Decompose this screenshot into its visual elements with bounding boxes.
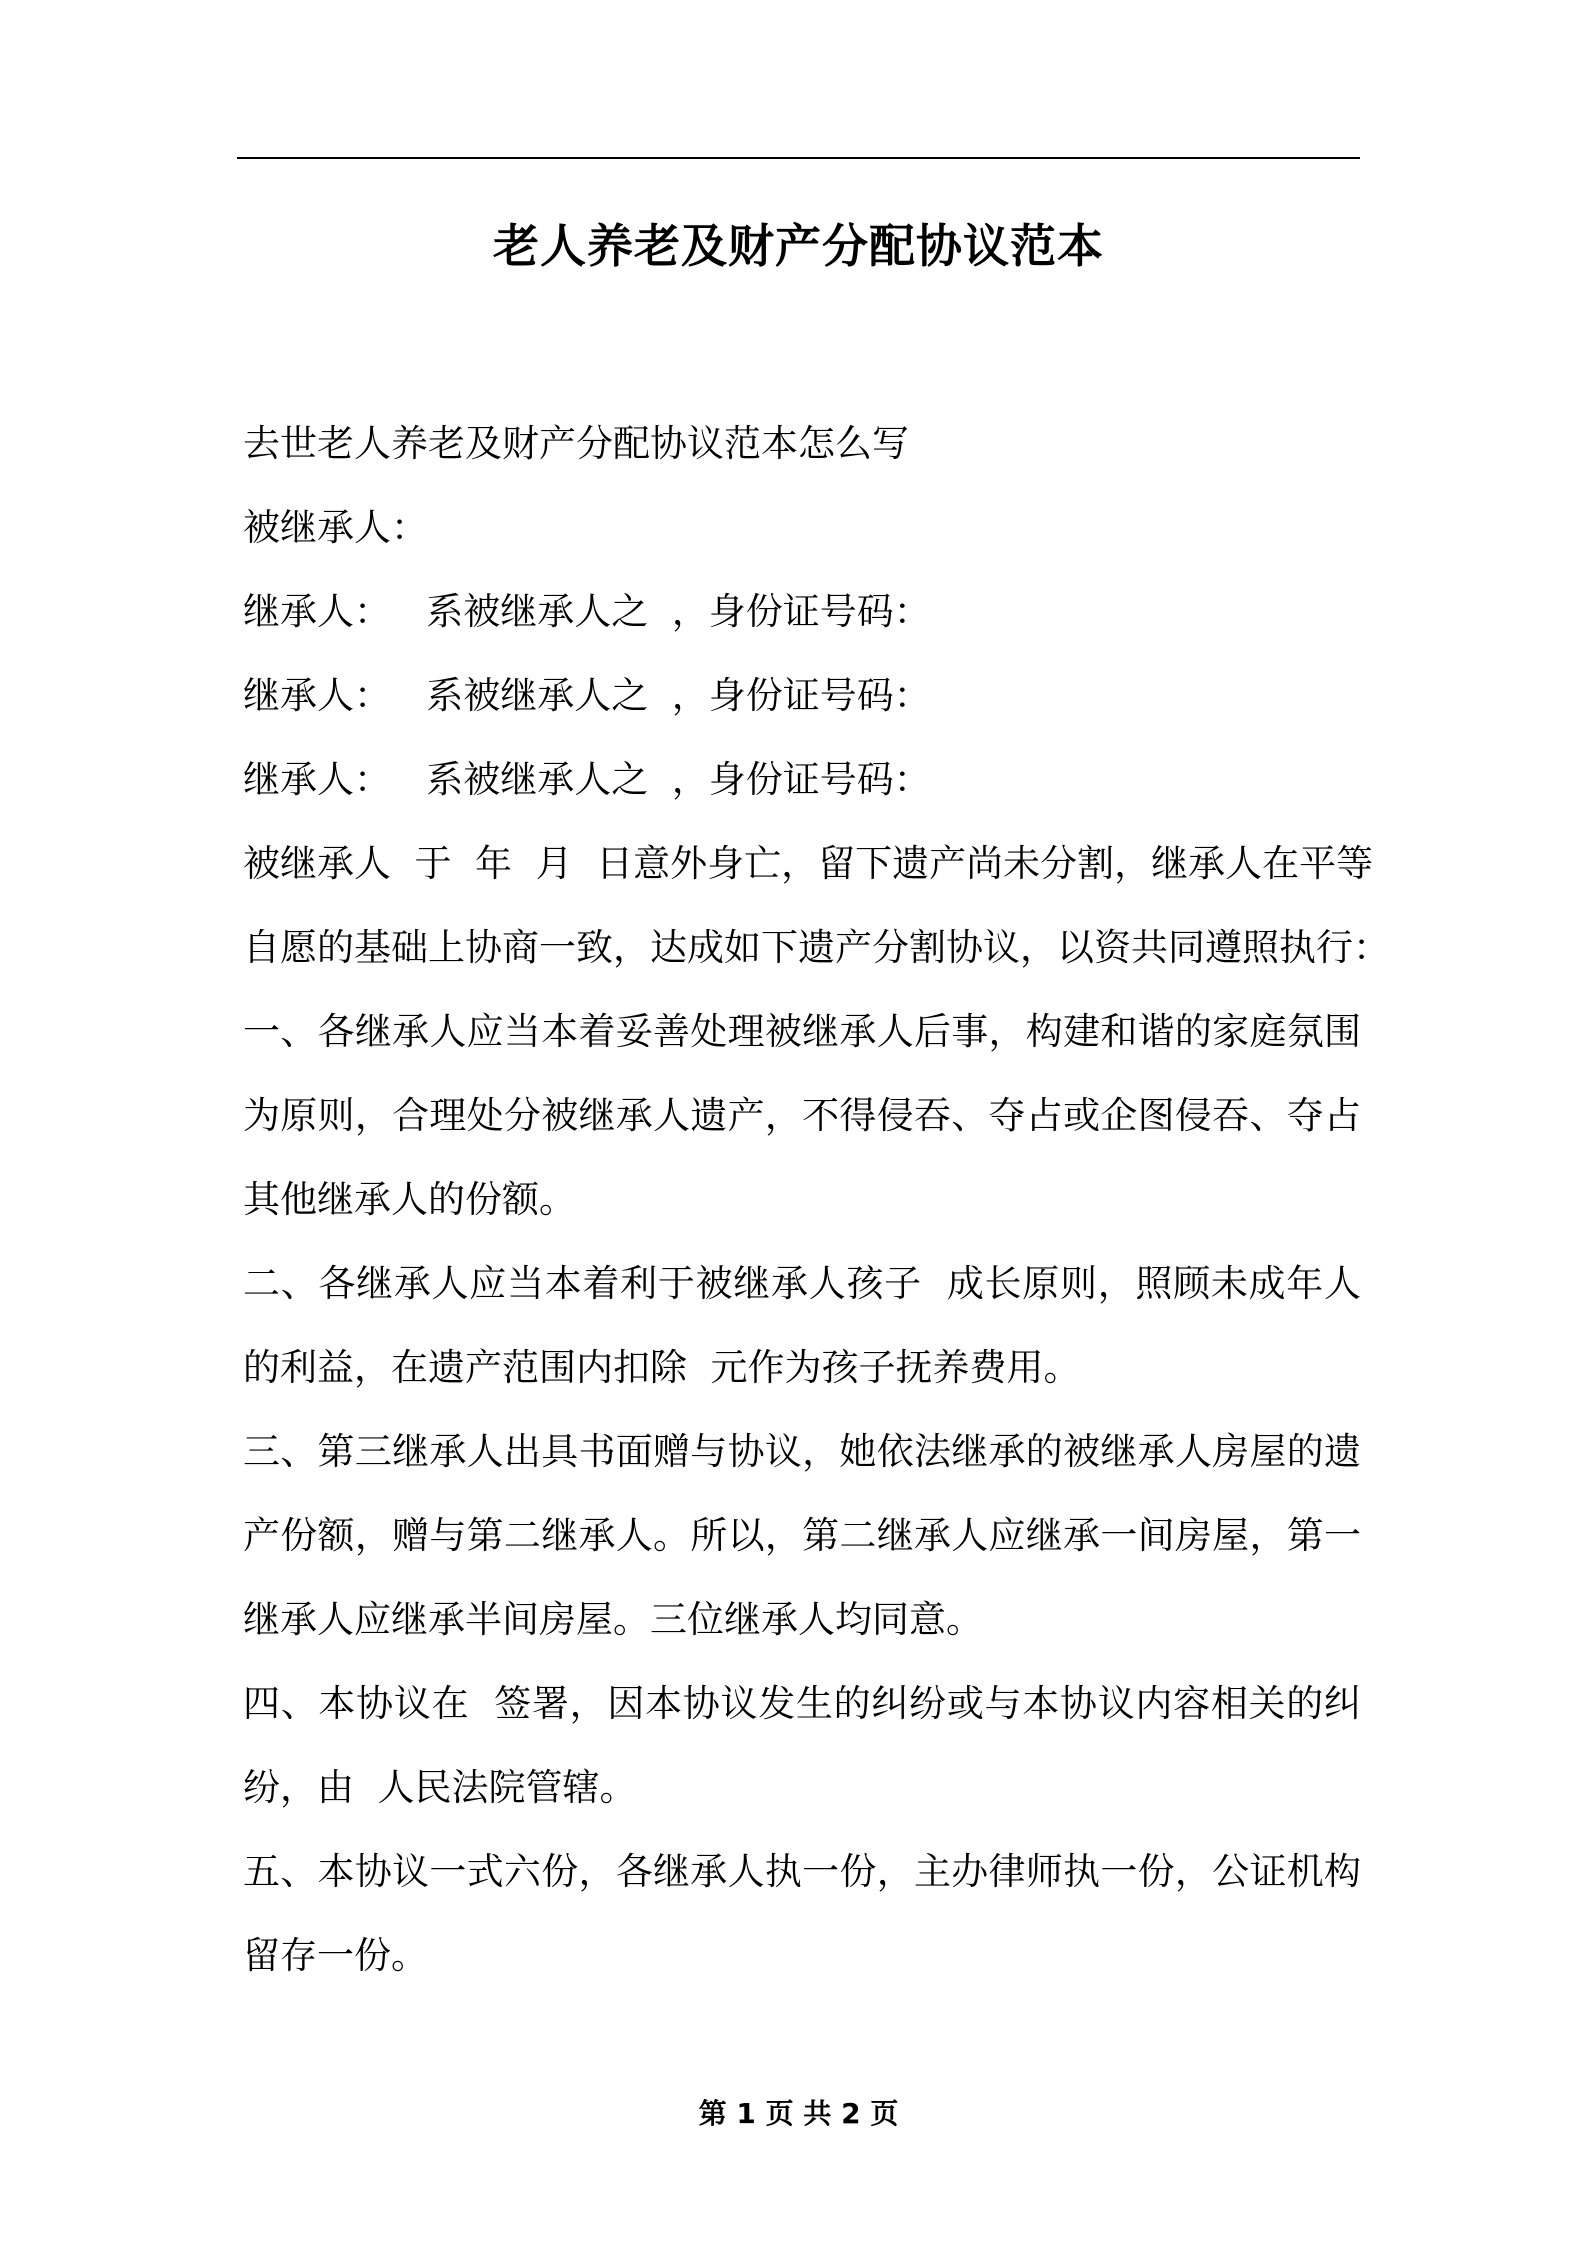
body-line: 纷，由 人民法院管辖。 [243,1766,637,1809]
document-body [243,402,1390,1998]
body-line: 一、各继承人应当本着妥善处理被继承人后事，构建和谐的家庭氛围 [243,1010,1361,1053]
body-line: 继承人： 系被继承人之 ，身份证号码： [243,590,931,633]
body-line: 五、本协议一式六份，各继承人执一份，主办律师执一份，公证机构 [243,1850,1361,1893]
body-line: 留存一份。 [243,1934,428,1977]
body-line: 被继承人： [243,506,428,549]
body-line: 三、第三继承人出具书面赠与协议，她依法继承的被继承人房屋的遗 [243,1430,1361,1473]
body-line: 去世老人养老及财产分配协议范本怎么写 [243,422,909,465]
body-line: 自愿的基础上协商一致，达成如下遗产分割协议，以资共同遵照执行： [243,926,1390,969]
body-line: 为原则，合理处分被继承人遗产，不得侵吞、夺占或企图侵吞、夺占 [243,1094,1361,1137]
body-line: 的利益，在遗产范围内扣除 元作为孩子抚养费用。 [243,1346,1081,1389]
document-title: 老人养老及财产分配协议范本 [493,219,1104,273]
body-line: 继承人： 系被继承人之 ，身份证号码： [243,758,931,801]
body-line: 继承人应继承半间房屋。三位继承人均同意。 [243,1598,983,1641]
page-number-footer: 第 1 页 共 2 页 [698,2097,899,2130]
body-line: 二、各继承人应当本着利于被继承人孩子 成长原则，照顾未成年人 [243,1262,1361,1305]
body-line: 其他继承人的份额。 [243,1178,576,1221]
header-rule [237,157,1360,159]
body-line: 四、本协议在 签署，因本协议发生的纠纷或与本协议内容相关的纠 [243,1682,1361,1725]
body-line: 继承人： 系被继承人之 ，身份证号码： [243,674,931,717]
body-line: 被继承人 于 年 月 日意外身亡，留下遗产尚未分割，继承人在平等 [243,842,1374,885]
body-line: 产份额，赠与第二继承人。所以，第二继承人应继承一间房屋，第一 [243,1514,1361,1557]
